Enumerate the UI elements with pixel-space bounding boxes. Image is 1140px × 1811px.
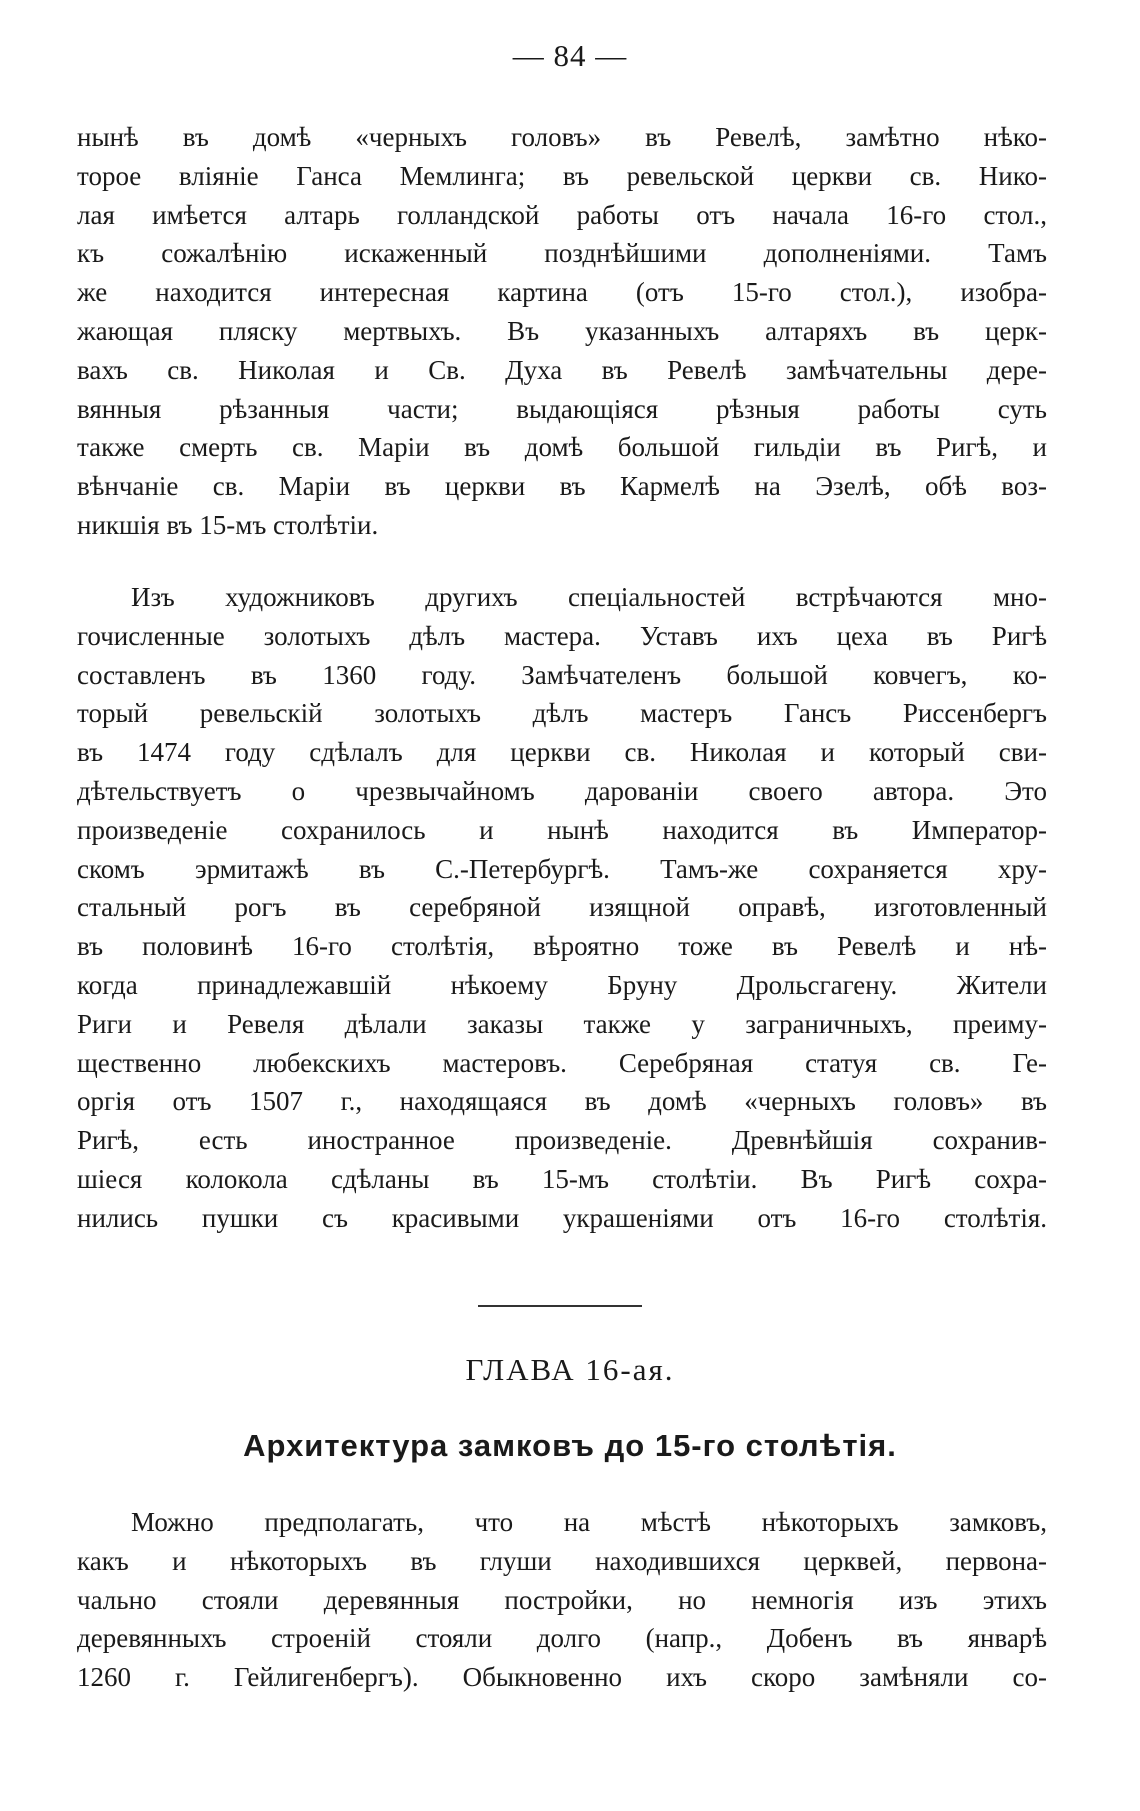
paragraph-goldsmiths-intro: [77, 118, 1047, 545]
text-line: стальный рогъ въ серебряной изящной оправѣ, изготовленный: [77, 892, 1047, 923]
text-line: 1260 г. Гейлигенбергъ). Обыкновенно ихъ скоро замѣняли со-: [77, 1662, 1047, 1693]
section-divider: [478, 1305, 642, 1307]
text-line: Изъ художниковъ другихъ спеціальностей встрѣчаются мно-: [131, 582, 1047, 612]
text-line: Ригѣ, есть иностранное произведеніе. Древнѣйшія сохранив-: [77, 1125, 1047, 1156]
text-line: торое вліяніе Ганса Мемлинга; въ ревельской церкви св. Нико-: [77, 160, 1047, 191]
text-line: деревянныхъ строеній стояли долго (напр., Добенъ въ январѣ: [77, 1623, 1047, 1654]
text-line: чально стояли деревянныя постройки, но немногія изъ этихъ: [77, 1584, 1047, 1615]
text-line: вѣнчаніе св. Маріи въ церкви въ Кармелѣ на Эзелѣ, обѣ воз-: [77, 471, 1047, 502]
text-line: Риги и Ревеля дѣлали заказы также у заграничныхъ, преиму-: [77, 1008, 1047, 1039]
text-line: никшія въ 15-мъ столѣтіи.: [77, 509, 379, 540]
text-line: шіеся колокола сдѣланы въ 15-мъ столѣтіи. Въ Ригѣ сохра-: [77, 1163, 1047, 1194]
text-line: нынѣ въ домѣ «черныхъ головъ» въ Ревелѣ, замѣтно нѣко-: [77, 122, 1047, 152]
chapter-title: Архитектура замковъ до 15-го столѣтія.: [243, 1428, 897, 1463]
text-line: лая имѣется алтарь голландской работы отъ начала 16-го стол.,: [77, 199, 1047, 230]
text-line: Можно предполагать, что на мѣстѣ нѣкоторыхъ замковъ,: [131, 1507, 1047, 1537]
text-line: въ половинѣ 16-го столѣтія, вѣроятно тоже въ Ревелѣ и нѣ-: [77, 931, 1047, 962]
text-line: дѣтельствуетъ о чрезвычайномъ дарованіи своего автора. Это: [77, 775, 1047, 806]
paragraph-castles: [77, 1503, 1047, 1697]
paragraph-goldsmiths: [77, 578, 1047, 1238]
chapter-heading: ГЛАВА 16-ая.: [465, 1352, 675, 1387]
text-line: вахъ св. Николая и Св. Духа въ Ревелѣ замѣчательны дере-: [77, 354, 1047, 385]
text-line: гочисленные золотыхъ дѣлъ мастера. Уставъ ихъ цеха въ Ригѣ: [77, 620, 1047, 651]
text-line: въ 1474 году сдѣлалъ для церкви св. Николая и который сви-: [77, 737, 1047, 768]
text-line: оргія отъ 1507 г., находящаяся въ домѣ «черныхъ головъ» въ: [77, 1086, 1047, 1117]
text-line: къ сожалѣнію искаженный позднѣйшими дополненіями. Тамъ: [77, 238, 1047, 269]
text-line: вянныя рѣзанныя части; выдающіяся рѣзныя работы суть: [77, 393, 1047, 424]
text-line: когда принадлежавшій нѣкоему Бруну Дрольсгагену. Жители: [77, 969, 1047, 1000]
text-line: также смерть св. Маріи въ домѣ большой гильдіи въ Ригѣ, и: [77, 432, 1047, 463]
text-line: жающая пляску мертвыхъ. Въ указанныхъ алтаряхъ въ церк-: [77, 315, 1047, 346]
text-line: какъ и нѣкоторыхъ въ глуши находившихся церквей, первона-: [77, 1545, 1047, 1576]
text-line: скомъ эрмитажѣ въ С.-Петербургѣ. Тамъ-же сохраняется хру-: [77, 853, 1047, 884]
page-number: — 84 —: [512, 38, 628, 73]
text-line: произведеніе сохранилось и нынѣ находится въ Император-: [77, 814, 1047, 845]
text-line: составленъ въ 1360 году. Замѣчателенъ большой ковчегъ, ко-: [77, 659, 1047, 690]
text-line: щественно любекскихъ мастеровъ. Серебряная статуя св. Ге-: [77, 1047, 1047, 1078]
text-line: же находится интересная картина (отъ 15-го стол.), изобра-: [77, 277, 1047, 308]
text-line: торый ревельскій золотыхъ дѣлъ мастеръ Гансъ Риссенбергъ: [77, 698, 1047, 729]
text-line: нились пушки съ красивыми украшеніями отъ 16-го столѣтія.: [77, 1202, 1047, 1233]
